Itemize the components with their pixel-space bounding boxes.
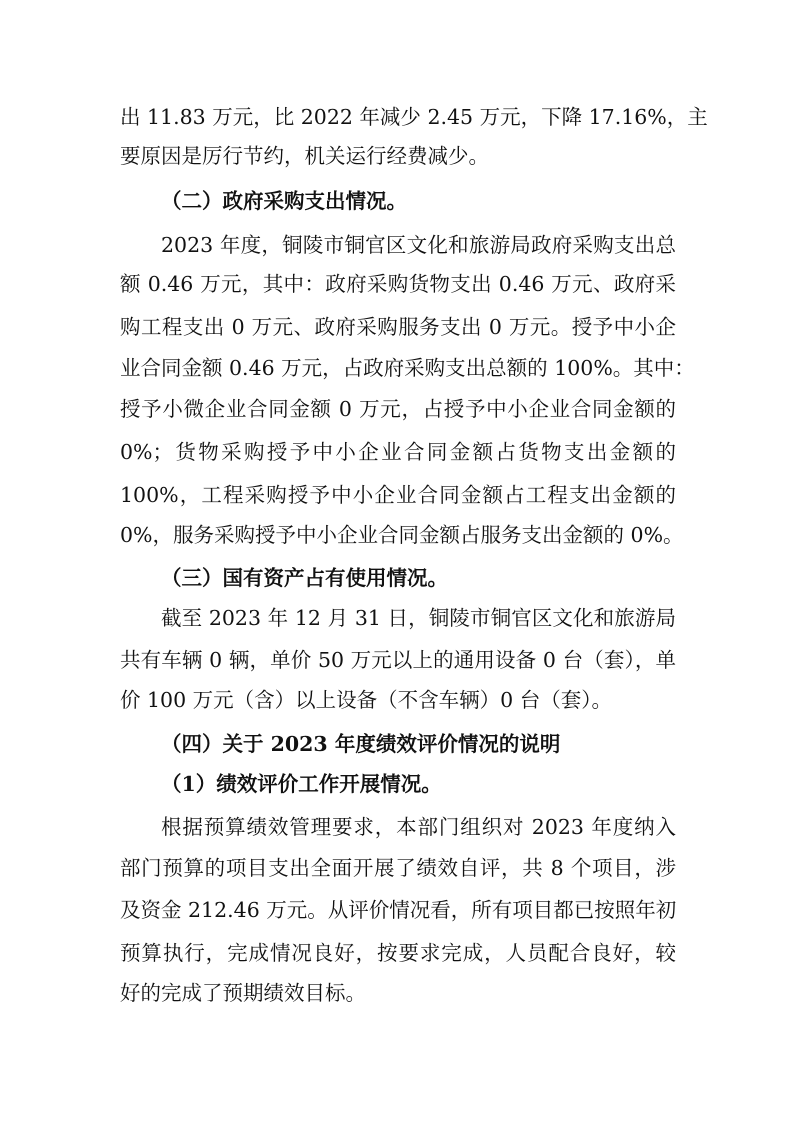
body-line: 截至 2023 年 12 月 31 日，铜陵市铜官区文化和旅游局 <box>161 606 676 630</box>
section-heading: （四）关于 2023 年度绩效评价情况的说明 <box>161 732 561 756</box>
body-line: 0%，服务采购授予中小企业合同金额占服务支出金额的 0%。 <box>120 523 684 547</box>
body-line: 要原因是厉行节约，机关运行经费减少。 <box>120 144 489 168</box>
body-line: 100%，工程采购授予中小企业合同金额占工程支出金额的 <box>120 483 676 507</box>
body-line: 根据预算绩效管理要求，本部门组织对 2023 年度纳入 <box>161 815 676 839</box>
body-line: 额 0.46 万元，其中：政府采购货物支出 0.46 万元、政府采 <box>120 272 676 296</box>
body-line: 购工程支出 0 万元、政府采购服务支出 0 万元。授予中小企 <box>120 315 676 339</box>
body-line: 及资金 212.46 万元。从评价情况看，所有项目都已按照年初 <box>120 898 677 922</box>
body-line: 部门预算的项目支出全面开展了绩效自评，共 8 个项目，涉 <box>120 856 676 880</box>
body-line: 出 11.83 万元，比 2022 年减少 2.45 万元，下降 17.16%，主 <box>120 105 708 129</box>
section-heading: （三）国有资产占有使用情况。 <box>161 566 448 590</box>
body-line: 共有车辆 0 辆，单价 50 万元以上的通用设备 0 台（套），单 <box>120 648 676 672</box>
body-line: 业合同金额 0.46 万元，占政府采购支出总额的 100%。其中： <box>120 356 695 380</box>
subsection-heading: （1）绩效评价工作开展情况。 <box>161 772 442 796</box>
section-heading: （二）政府采购支出情况。 <box>161 189 407 213</box>
body-line: 2023 年度，铜陵市铜官区文化和旅游局政府采购支出总 <box>161 233 676 257</box>
body-line: 价 100 万元（含）以上设备（不含车辆）0 台（套）。 <box>120 688 612 712</box>
body-line: 好的完成了预期绩效目标。 <box>120 981 366 1005</box>
body-line: 预算执行，完成情况良好，按要求完成，人员配合良好，较 <box>120 941 676 965</box>
body-line: 授予小微企业合同金额 0 万元，占授予中小企业合同金额的 <box>120 397 676 421</box>
body-line: 0%；货物采购授予中小企业合同金额占货物支出金额的 <box>120 440 676 464</box>
